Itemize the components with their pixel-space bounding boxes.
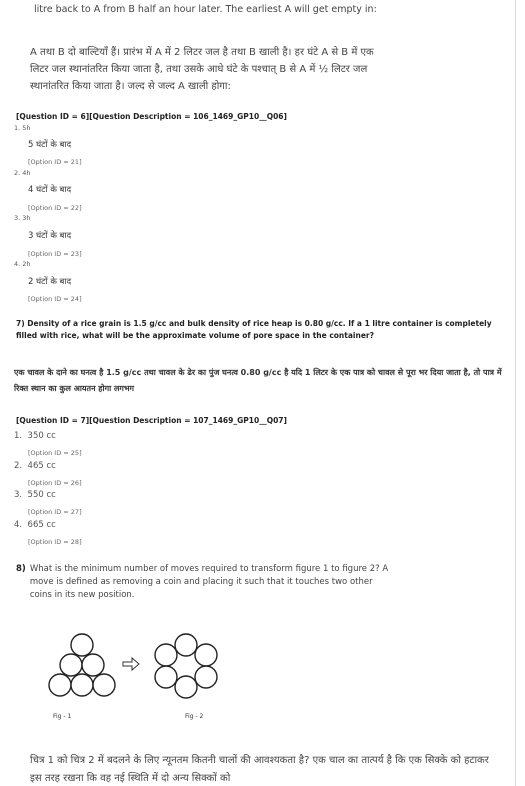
q6-hindi-line: लिटर जल स्थानांतरित किया जाता है, तथा उसके आधे घंटे के पश्चात् B से A में ½ लिटर जल [30,64,368,75]
q6-option-2-id: [Option ID = 22] [28,204,82,212]
coin [175,676,197,698]
coin [60,654,82,676]
q7-option-2: 2. 465 cc [14,461,56,471]
q6-option-1-number: 1. 5h [14,124,31,132]
q7-question-text: 7) Density of a rice grain is 1.5 g/cc and bulk density of rice heap is 0.80 g/cc. If a 1 litre container is completely filled with rice, what will be the approximate volume of pore space in the container? [16,319,492,340]
coins-figure [40,625,240,725]
figure-1-coins [49,634,115,696]
fig-2-label: Fig - 2 [185,713,204,720]
q6-header: [Question ID = 6][Question Description = 106_1469_GP10__Q06] [16,112,287,121]
coin [175,634,197,656]
q6-option-1-id: [Option ID = 21] [28,158,82,166]
coin [195,666,217,688]
q6-option-3-id: [Option ID = 23] [28,250,82,258]
coin [49,674,71,696]
q6-option-3-number: 3. 3h [14,214,31,222]
q7-header: [Question ID = 7][Question Description = 107_1469_GP10__Q07] [16,416,287,425]
q5-continuation-text: litre back to A from B half an hour later. The earliest A will get empty in: [34,4,377,15]
q7-option-2-id: [Option ID = 26] [28,479,82,487]
q7-option-3: 3. 550 cc [14,490,56,500]
coin [71,674,93,696]
q6-option-2-text: 4 घंटों के बाद [28,185,72,195]
coin [195,644,217,666]
q6-hindi-line: A तथा B दो बाल्टियाँ हैं। प्रारंभ में A में 2 लिटर जल है तथा B खाली है। हर घंटे A से B में एक [30,47,374,58]
q6-hindi-text [30,44,500,95]
q6-option-3-text: 3 घंटों के बाद [28,231,72,241]
fig-1-label: Fig - 1 [53,713,72,720]
q7-hindi-text: एक चावल के दाने का घनत्व है 1.5 g/cc तथा चावल के ढेर का पुंज घनत्व 0.80 g/cc है यदि 1 लिटर के एक पात्र को चावल से पूरा भर दिया जाता है, तो पात्र में रिक्त स्थान का कुल आयतन होगा लगभग [14,368,502,393]
q8-question [16,563,496,602]
q7-option-1-id: [Option ID = 25] [28,449,82,457]
q6-hindi-line: स्थानांतरित किया जाता है। जल्द से जल्द A खाली होगा: [30,81,231,92]
coin [155,666,177,688]
coin [93,674,115,696]
q7-option-4: 4. 665 cc [14,520,56,530]
coin [71,634,93,656]
q7-option-1: 1. 350 cc [14,431,56,441]
q8-number: 8) [16,564,26,574]
q6-option-4-id: [Option ID = 24] [28,295,82,303]
q7-option-3-id: [Option ID = 27] [28,508,82,516]
right-arrow-icon [123,658,139,670]
q8-hindi-text: चित्र 1 को चित्र 2 में बदलने के लिए न्यूनतम कितनी चालों की आवश्यकता है? एक चाल का तात्पर्य है कि एक सिक्के को हटाकर इस तरह रखना कि वह नई स्थिति में दो अन्य सिक्कों को [30,755,489,784]
q6-option-4-number: 4. 2h [14,260,31,268]
q8-question-text: What is the minimum number of moves required to transform figure 1 to figure 2? A move is defined as removing a coin and placing it such that it touches two other coins in its new position. [29,564,389,600]
coin [155,644,177,666]
coin [82,654,104,676]
q6-option-1-text: 5 घंटों के बाद [28,140,72,150]
figure-2-coins [155,634,217,698]
q6-option-4-text: 2 घंटों के बाद [28,277,72,287]
q6-option-2-number: 2. 4h [14,169,31,177]
q7-option-4-id: [Option ID = 28] [28,538,82,546]
